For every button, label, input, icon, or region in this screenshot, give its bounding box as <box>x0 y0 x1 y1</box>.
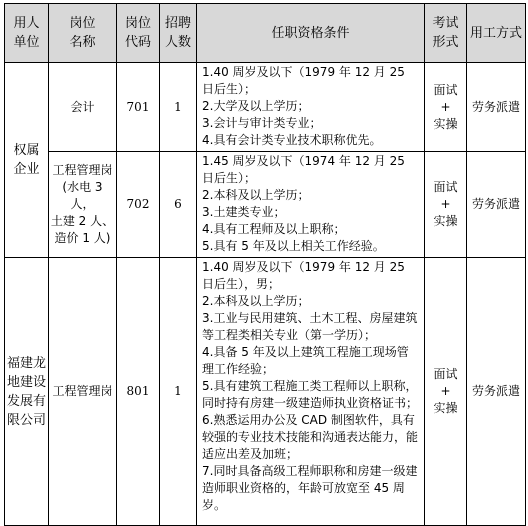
employment-cell: 劳务派遣 <box>467 63 526 152</box>
code-cell: 701 <box>117 63 160 152</box>
header-row <box>5 4 526 63</box>
condition-item: 7.同时具备高级工程师职称和房建一级建造师职业资格的，年龄可放宽至 45 周岁。 <box>202 464 418 512</box>
condition-item: 4.具有工程师及以上职称； <box>202 222 346 236</box>
header-exam: 考试 形式 <box>425 4 467 63</box>
count-cell: 1 <box>160 63 197 152</box>
recruitment-table <box>4 3 526 526</box>
conditions-cell <box>197 258 425 526</box>
code-cell: 702 <box>117 152 160 258</box>
header-conditions: 任职资格条件 <box>197 4 425 63</box>
employment-cell: 劳务派遣 <box>467 258 526 526</box>
exam-cell: 面试 + 实操 <box>425 63 467 152</box>
post-cell: 工程管理岗 (水电 3 人， 土建 2 人、 造价 1 人) <box>49 152 117 258</box>
employment-cell: 劳务派遣 <box>467 152 526 258</box>
table-row <box>5 63 526 152</box>
condition-item: 2.大学及以上学历； <box>202 99 310 113</box>
condition-item: 3.工业与民用建筑、土木工程、房屋建筑等工程类相关专业（第一学历）； <box>202 311 418 342</box>
table-row <box>5 258 526 526</box>
conditions-cell <box>197 63 425 152</box>
header-code: 岗位 代码 <box>117 4 160 63</box>
unit-cell: 福建龙 地建设 发展有 限公司 <box>5 258 49 526</box>
header-unit: 用人 单位 <box>5 4 49 63</box>
unit-cell: 权属 企业 <box>5 63 49 258</box>
exam-cell: 面试 + 实操 <box>425 152 467 258</box>
conditions-cell <box>197 152 425 258</box>
condition-item: 4.具备 5 年及以上建筑工程施工现场管理工作经验； <box>202 345 409 376</box>
condition-item: 5.具有建筑工程施工类工程师以上职称，同时持有房建一级建造师执业资格证书； <box>202 379 419 410</box>
condition-item: 4.具有会计类专业技术职称优先。 <box>202 133 382 147</box>
count-cell: 1 <box>160 258 197 526</box>
header-post: 岗位 名称 <box>49 4 117 63</box>
condition-item: 5.具有 5 年及以上相关工作经验。 <box>202 239 385 253</box>
header-count: 招聘 人数 <box>160 4 197 63</box>
post-cell: 会计 <box>49 63 117 152</box>
condition-item: 2.本科及以上学历； <box>202 188 310 202</box>
post-cell: 工程管理岗 <box>49 258 117 526</box>
condition-item: 1.40 周岁及以下（1979 年 12 月 25 日后生）； <box>202 65 405 96</box>
condition-item: 1.45 周岁及以下（1974 年 12 月 25 日后生）； <box>202 154 405 185</box>
code-cell: 801 <box>117 258 160 526</box>
condition-item: 1.40 周岁及以下（1979 年 12 月 25 日后生），男； <box>202 260 405 291</box>
header-employment: 用工方式 <box>467 4 526 63</box>
count-cell: 6 <box>160 152 197 258</box>
exam-cell: 面试 + 实操 <box>425 258 467 526</box>
condition-item: 3.会计与审计类专业； <box>202 116 322 130</box>
condition-item: 6.熟悉运用办公及 CAD 制图软件，具有较强的专业技术技能和沟通表达能力，能适应出差及加班； <box>202 413 419 461</box>
condition-item: 3.土建类专业； <box>202 205 286 219</box>
table-row <box>5 152 526 258</box>
condition-item: 2.本科及以上学历； <box>202 294 310 308</box>
